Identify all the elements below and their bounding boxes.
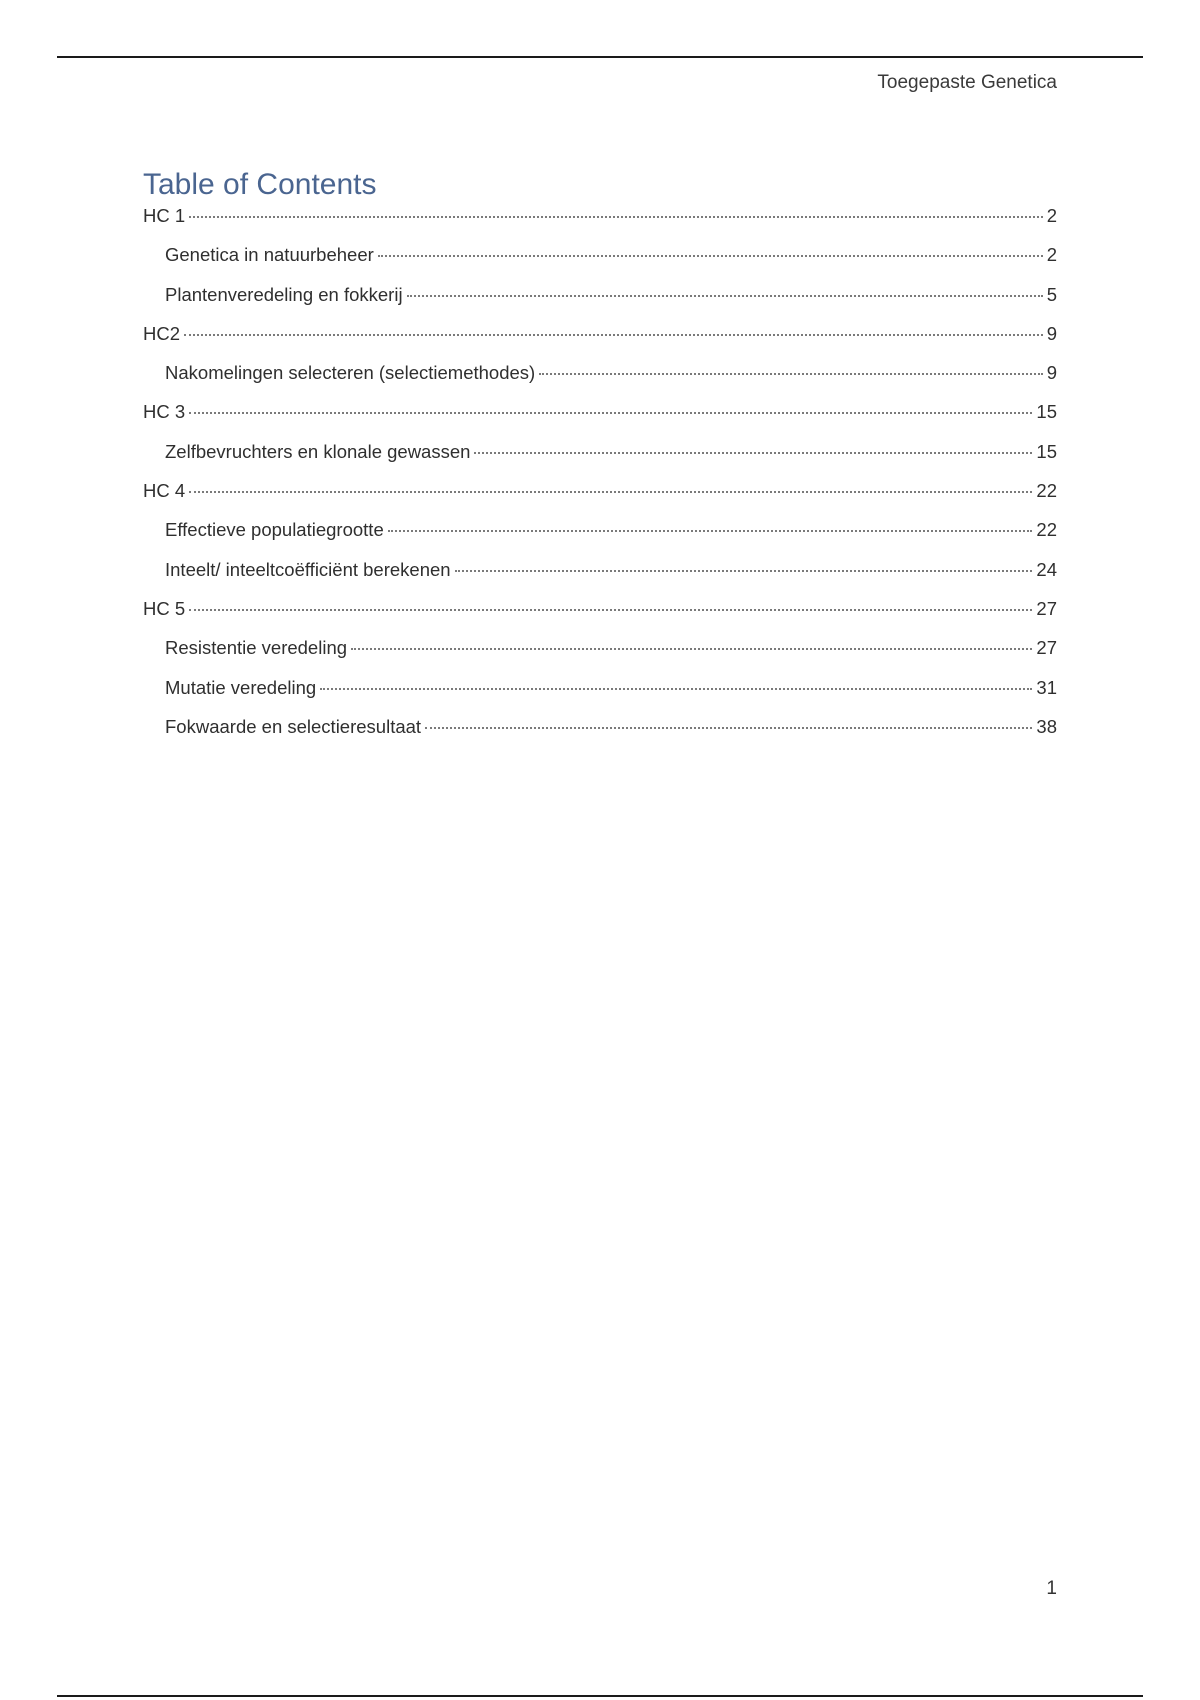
toc-dot-leader <box>189 216 1043 218</box>
toc-entry-mutatie-veredeling[interactable] <box>143 677 1057 716</box>
toc-entry-label: Zelfbevruchters en klonale gewassen <box>165 440 471 462</box>
toc-entry-page: 15 <box>1036 401 1057 423</box>
footer-rule <box>57 1695 1143 1697</box>
toc-entry-page: 15 <box>1036 440 1057 462</box>
toc-entry-page: 2 <box>1046 244 1057 266</box>
toc-entry-label: Mutatie veredeling <box>165 676 317 698</box>
toc-entry-label: Fokwaarde en selectieresultaat <box>165 715 422 737</box>
toc-entry-label: Inteelt/ inteeltcoëfficiënt berekenen <box>165 558 451 580</box>
toc-dot-leader <box>351 648 1032 650</box>
toc-dot-leader <box>184 334 1043 336</box>
toc-entry-page: 27 <box>1036 597 1057 619</box>
toc-entry-effectieve-populatiegrootte[interactable] <box>143 519 1057 558</box>
toc-entry-label: Plantenveredeling en fokkerij <box>165 283 403 305</box>
page-number: 1 <box>1046 1578 1057 1599</box>
toc-dot-leader <box>189 491 1032 493</box>
toc-entry-page: 9 <box>1046 362 1057 384</box>
toc-entry-plantenveredeling[interactable] <box>143 284 1057 323</box>
toc-entry-label: HC 5 <box>143 597 186 619</box>
toc-entry-label: Resistentie veredeling <box>165 637 348 659</box>
toc-entry-label: Nakomelingen selecteren (selectiemethodes) <box>165 362 536 384</box>
toc-entry-genetica-in-natuurbeheer[interactable] <box>143 244 1057 283</box>
toc-dot-leader <box>189 609 1032 611</box>
toc-entry-hc1[interactable] <box>143 205 1057 244</box>
toc-dot-leader <box>425 727 1032 729</box>
toc-entry-label: HC2 <box>143 322 181 344</box>
toc-entry-page: 27 <box>1036 637 1057 659</box>
toc-entry-hc5[interactable] <box>143 598 1057 637</box>
running-header-title: Toegepaste Genetica <box>877 72 1057 93</box>
toc-entry-label: HC 4 <box>143 480 186 502</box>
toc-dot-leader <box>539 373 1043 375</box>
toc-dot-leader <box>474 452 1032 454</box>
toc-entry-label: Effectieve populatiegrootte <box>165 519 384 541</box>
toc-entry-page: 22 <box>1036 519 1057 541</box>
toc-entry-page: 22 <box>1036 480 1057 502</box>
toc-entry-page: 38 <box>1036 715 1057 737</box>
toc-entry-hc4[interactable] <box>143 480 1057 519</box>
toc-entry-label: HC 3 <box>143 401 186 423</box>
toc-entry-hc2[interactable] <box>143 323 1057 362</box>
toc-entry-label: HC 1 <box>143 205 186 226</box>
toc-dot-leader <box>378 255 1043 257</box>
toc-entry-resistentie-veredeling[interactable] <box>143 637 1057 676</box>
toc-entry-page: 5 <box>1046 283 1057 305</box>
toc-dot-leader <box>455 570 1033 572</box>
toc-entry-label: Genetica in natuurbeheer <box>165 244 374 266</box>
toc-entry-hc3[interactable] <box>143 401 1057 440</box>
toc-dot-leader <box>189 412 1032 414</box>
toc-entry-page: 24 <box>1036 558 1057 580</box>
table-of-contents <box>143 205 1057 755</box>
toc-title: Table of Contents <box>143 168 377 201</box>
header-rule <box>57 56 1143 58</box>
toc-entry-zelfbevruchters[interactable] <box>143 441 1057 480</box>
toc-entry-inteelt[interactable] <box>143 559 1057 598</box>
toc-entry-page: 9 <box>1046 322 1057 344</box>
toc-entry-fokwaarde[interactable] <box>143 716 1057 755</box>
toc-dot-leader <box>320 688 1032 690</box>
toc-entry-nakomelingen-selecteren[interactable] <box>143 362 1057 401</box>
toc-entry-page: 31 <box>1036 676 1057 698</box>
toc-dot-leader <box>388 530 1033 532</box>
toc-entry-page: 2 <box>1046 205 1057 226</box>
toc-dot-leader <box>407 295 1043 297</box>
